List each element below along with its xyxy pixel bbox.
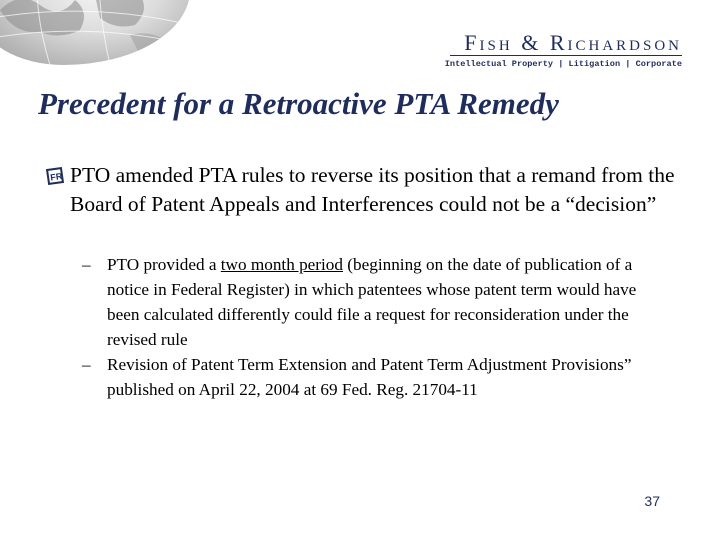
sub-bullet-1-pre: PTO provided a — [107, 255, 221, 274]
fr-logo-icon — [46, 167, 64, 185]
svg-text:FR: FR — [49, 171, 63, 183]
slide-header — [0, 0, 720, 80]
logo-divider — [450, 55, 682, 56]
slide-title: Precedent for a Retroactive PTA Remedy — [38, 86, 559, 121]
dash-marker: – — [82, 255, 91, 274]
sub-bullet-1-post: (beginning on the date of publication of a notice in Federal Register) in which patentees whose patent term would have been calculated differently could file a request for reconsideration under the revised rule — [107, 255, 637, 349]
globe-image — [0, 0, 190, 65]
main-bullet-text: PTO amended PTA rules to reverse its position that a remand from the Board of Patent Appeals and Interferences could not be a “decision” — [70, 163, 675, 216]
page-number: 37 — [644, 493, 660, 509]
company-logo-text: Fish & Richardson — [464, 30, 682, 55]
sub-bullet-1-text — [107, 252, 672, 352]
underlined-phrase: two month period — [220, 255, 343, 274]
dash-marker: – — [82, 355, 91, 374]
sub-bullet-2-text: Revision of Patent Term Extension and Patent Term Adjustment Provisions” published on April 22, 2004 at 69 Fed. Reg. 21704-11 — [107, 355, 632, 399]
company-tagline: Intellectual Property | Litigation | Corporate — [444, 59, 682, 69]
sub-bullet-1 — [82, 252, 672, 352]
sub-bullet-2 — [82, 352, 672, 402]
